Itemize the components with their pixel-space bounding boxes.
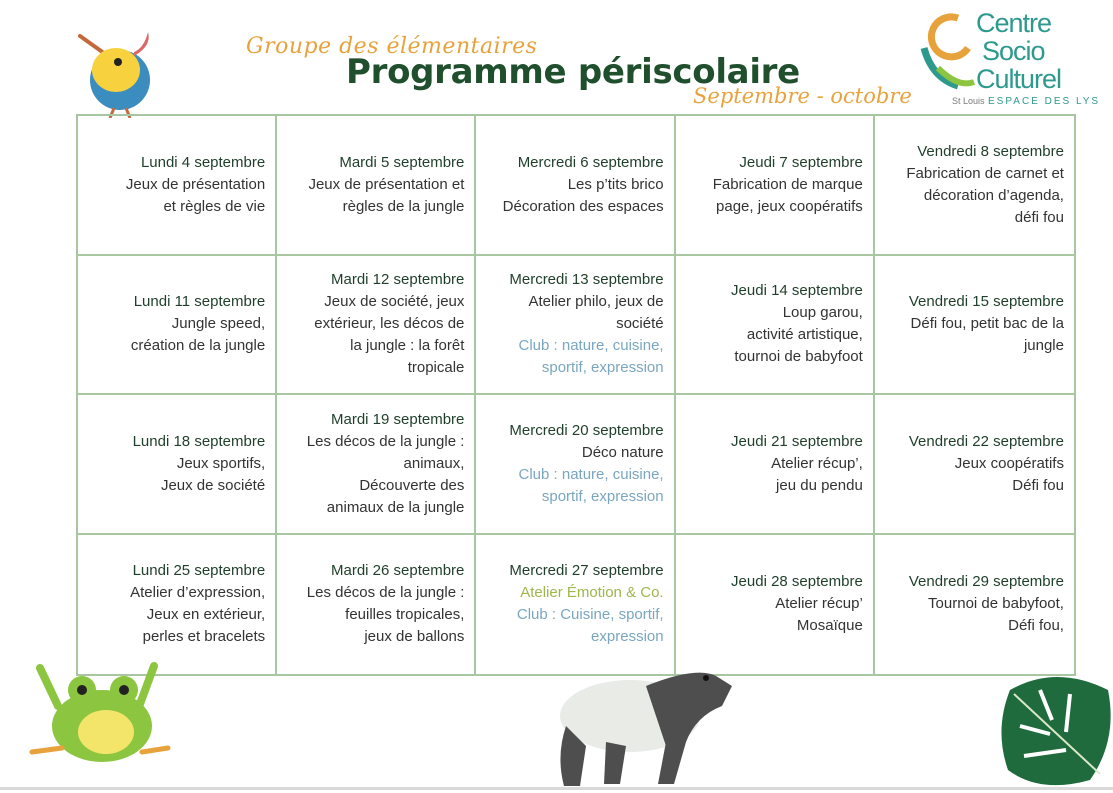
- page-title: Programme périscolaire: [346, 52, 800, 92]
- activity-line: extérieur, les décos de: [314, 315, 465, 333]
- day-heading: Jeudi 28 septembre: [731, 573, 863, 591]
- kiwi-bird-icon: [74, 26, 160, 118]
- day-heading: Mardi 19 septembre: [330, 410, 465, 428]
- day-heading: Jeudi 21 septembre: [731, 432, 863, 450]
- activity-line: décoration d’agenda,: [923, 186, 1064, 204]
- period-label: Septembre - octobre: [693, 84, 912, 108]
- activity-line: Atelier d’expression,: [130, 584, 266, 602]
- day-heading: Mardi 26 septembre: [330, 562, 465, 580]
- activity-line: Les décos de la jungle :: [306, 432, 465, 450]
- activity-line: règles de la jungle: [342, 197, 465, 215]
- day-heading: Mercredi 6 septembre: [517, 153, 664, 171]
- activity-line: Défi fou, petit bac de la: [910, 315, 1064, 333]
- day-heading: Mardi 12 septembre: [330, 271, 465, 289]
- logo-swoosh-icon: [918, 8, 978, 98]
- activity-line: Les p’tits brico: [567, 175, 664, 193]
- day-heading: Mercredi 13 septembre: [509, 271, 664, 289]
- day-heading: Mardi 5 septembre: [339, 153, 465, 171]
- frog-icon: [22, 656, 172, 766]
- calendar-cell: [78, 116, 277, 256]
- activity-line: Jeux en extérieur,: [146, 606, 266, 624]
- calendar-cell: [78, 256, 277, 396]
- activity-line: Jeux coopératifs: [954, 454, 1064, 472]
- activity-line: Jungle speed,: [171, 315, 266, 333]
- activity-line: jeu du pendu: [776, 476, 863, 494]
- activity-line: Tournoi de babyfoot,: [928, 595, 1064, 613]
- day-heading: Vendredi 22 septembre: [908, 432, 1064, 450]
- activity-line: Jeux de société: [160, 476, 266, 494]
- activity-line: Déco nature: [581, 443, 664, 461]
- activity-line: page, jeux coopératifs: [716, 197, 863, 215]
- day-heading: Lundi 25 septembre: [132, 562, 266, 580]
- activity-line: Jeux de présentation et: [308, 175, 465, 193]
- bottom-divider: [0, 787, 1113, 790]
- activity-line: société: [616, 315, 664, 333]
- logo-tagline: ESPACE DES LYS: [988, 96, 1101, 107]
- day-heading: Vendredi 29 septembre: [908, 573, 1064, 591]
- logo-text-centre: Centre: [976, 8, 1052, 38]
- logo-city: St Louis: [952, 96, 985, 106]
- activity-line: Défi fou: [1012, 476, 1064, 494]
- activity-line: Défi fou,: [1008, 617, 1064, 635]
- activity-line: perles et bracelets: [142, 628, 266, 646]
- activity-line: jeux de ballons: [364, 628, 465, 646]
- calendar-cell: [875, 395, 1074, 535]
- calendar-grid: [76, 114, 1076, 676]
- calendar-cell: [476, 256, 675, 396]
- calendar-cell: [875, 256, 1074, 396]
- monstera-leaf-icon: [1000, 670, 1113, 788]
- day-heading: Jeudi 7 septembre: [739, 153, 863, 171]
- activity-line: tropicale: [407, 359, 465, 377]
- club-line: Club : nature, cuisine,: [518, 337, 664, 355]
- day-heading: Mercredi 20 septembre: [509, 421, 664, 439]
- calendar-cell: [676, 256, 875, 396]
- calendar-cell: [875, 535, 1074, 675]
- activity-line: défi fou: [1014, 208, 1064, 226]
- activity-line: Mosaïque: [796, 617, 863, 635]
- club-line: sportif, expression: [541, 359, 664, 377]
- tapir-icon: [546, 646, 742, 788]
- calendar-cell: [78, 395, 277, 535]
- activity-line: feuilles tropicales,: [345, 606, 465, 624]
- activity-line: tournoi de babyfoot: [734, 348, 863, 366]
- logo-text-culturel: Culturel: [976, 64, 1062, 94]
- activity-line: Jeux de présentation: [125, 175, 266, 193]
- activity-line: Découverte des: [359, 476, 465, 494]
- activity-line: jungle: [1023, 337, 1064, 355]
- club-line: sportif, expression: [541, 487, 664, 505]
- atelier-line: Atelier Émotion & Co.: [520, 584, 664, 602]
- activity-line: Fabrication de carnet et: [906, 164, 1064, 182]
- day-heading: Vendredi 15 septembre: [908, 293, 1064, 311]
- activity-line: animaux,: [403, 454, 465, 472]
- calendar-cell: [277, 395, 476, 535]
- day-heading: Jeudi 14 septembre: [731, 282, 863, 300]
- calendar-cell: [676, 395, 875, 535]
- calendar-cell: [476, 395, 675, 535]
- activity-line: Décoration des espaces: [502, 197, 664, 215]
- calendar-cell: [277, 116, 476, 256]
- day-heading: Vendredi 8 septembre: [917, 142, 1064, 160]
- calendar-cell: [277, 535, 476, 675]
- activity-line: Loup garou,: [782, 304, 863, 322]
- day-heading: Mercredi 27 septembre: [509, 562, 664, 580]
- activity-line: Jeux sportifs,: [176, 454, 266, 472]
- activity-line: Jeux de société, jeux: [324, 293, 465, 311]
- club-line: Club : nature, cuisine,: [518, 465, 664, 483]
- club-line: Club : Cuisine, sportif,: [516, 606, 664, 624]
- club-line: expression: [591, 628, 664, 646]
- day-heading: Lundi 4 septembre: [140, 153, 266, 171]
- calendar-cell: [476, 116, 675, 256]
- activity-line: et règles de vie: [163, 197, 266, 215]
- activity-line: Atelier récup’: [775, 595, 863, 613]
- activity-line: Atelier récup’,: [771, 454, 863, 472]
- activity-line: création de la jungle: [130, 337, 266, 355]
- activity-line: Atelier philo, jeux de: [528, 293, 664, 311]
- calendar-cell: [78, 535, 277, 675]
- logo-text-socio: Socio: [982, 36, 1045, 66]
- activity-line: Fabrication de marque: [712, 175, 863, 193]
- group-subtitle: Groupe des élémentaires: [246, 34, 538, 59]
- activity-line: la jungle : la forêt: [350, 337, 465, 355]
- activity-line: Les décos de la jungle :: [306, 584, 465, 602]
- calendar-cell: [277, 256, 476, 396]
- day-heading: Lundi 18 septembre: [132, 432, 266, 450]
- activity-line: activité artistique,: [746, 326, 863, 344]
- activity-line: animaux de la jungle: [326, 498, 465, 516]
- centre-logo: [918, 8, 1108, 108]
- calendar-cell: [676, 116, 875, 256]
- day-heading: Lundi 11 septembre: [133, 293, 266, 311]
- calendar-cell: [875, 116, 1074, 256]
